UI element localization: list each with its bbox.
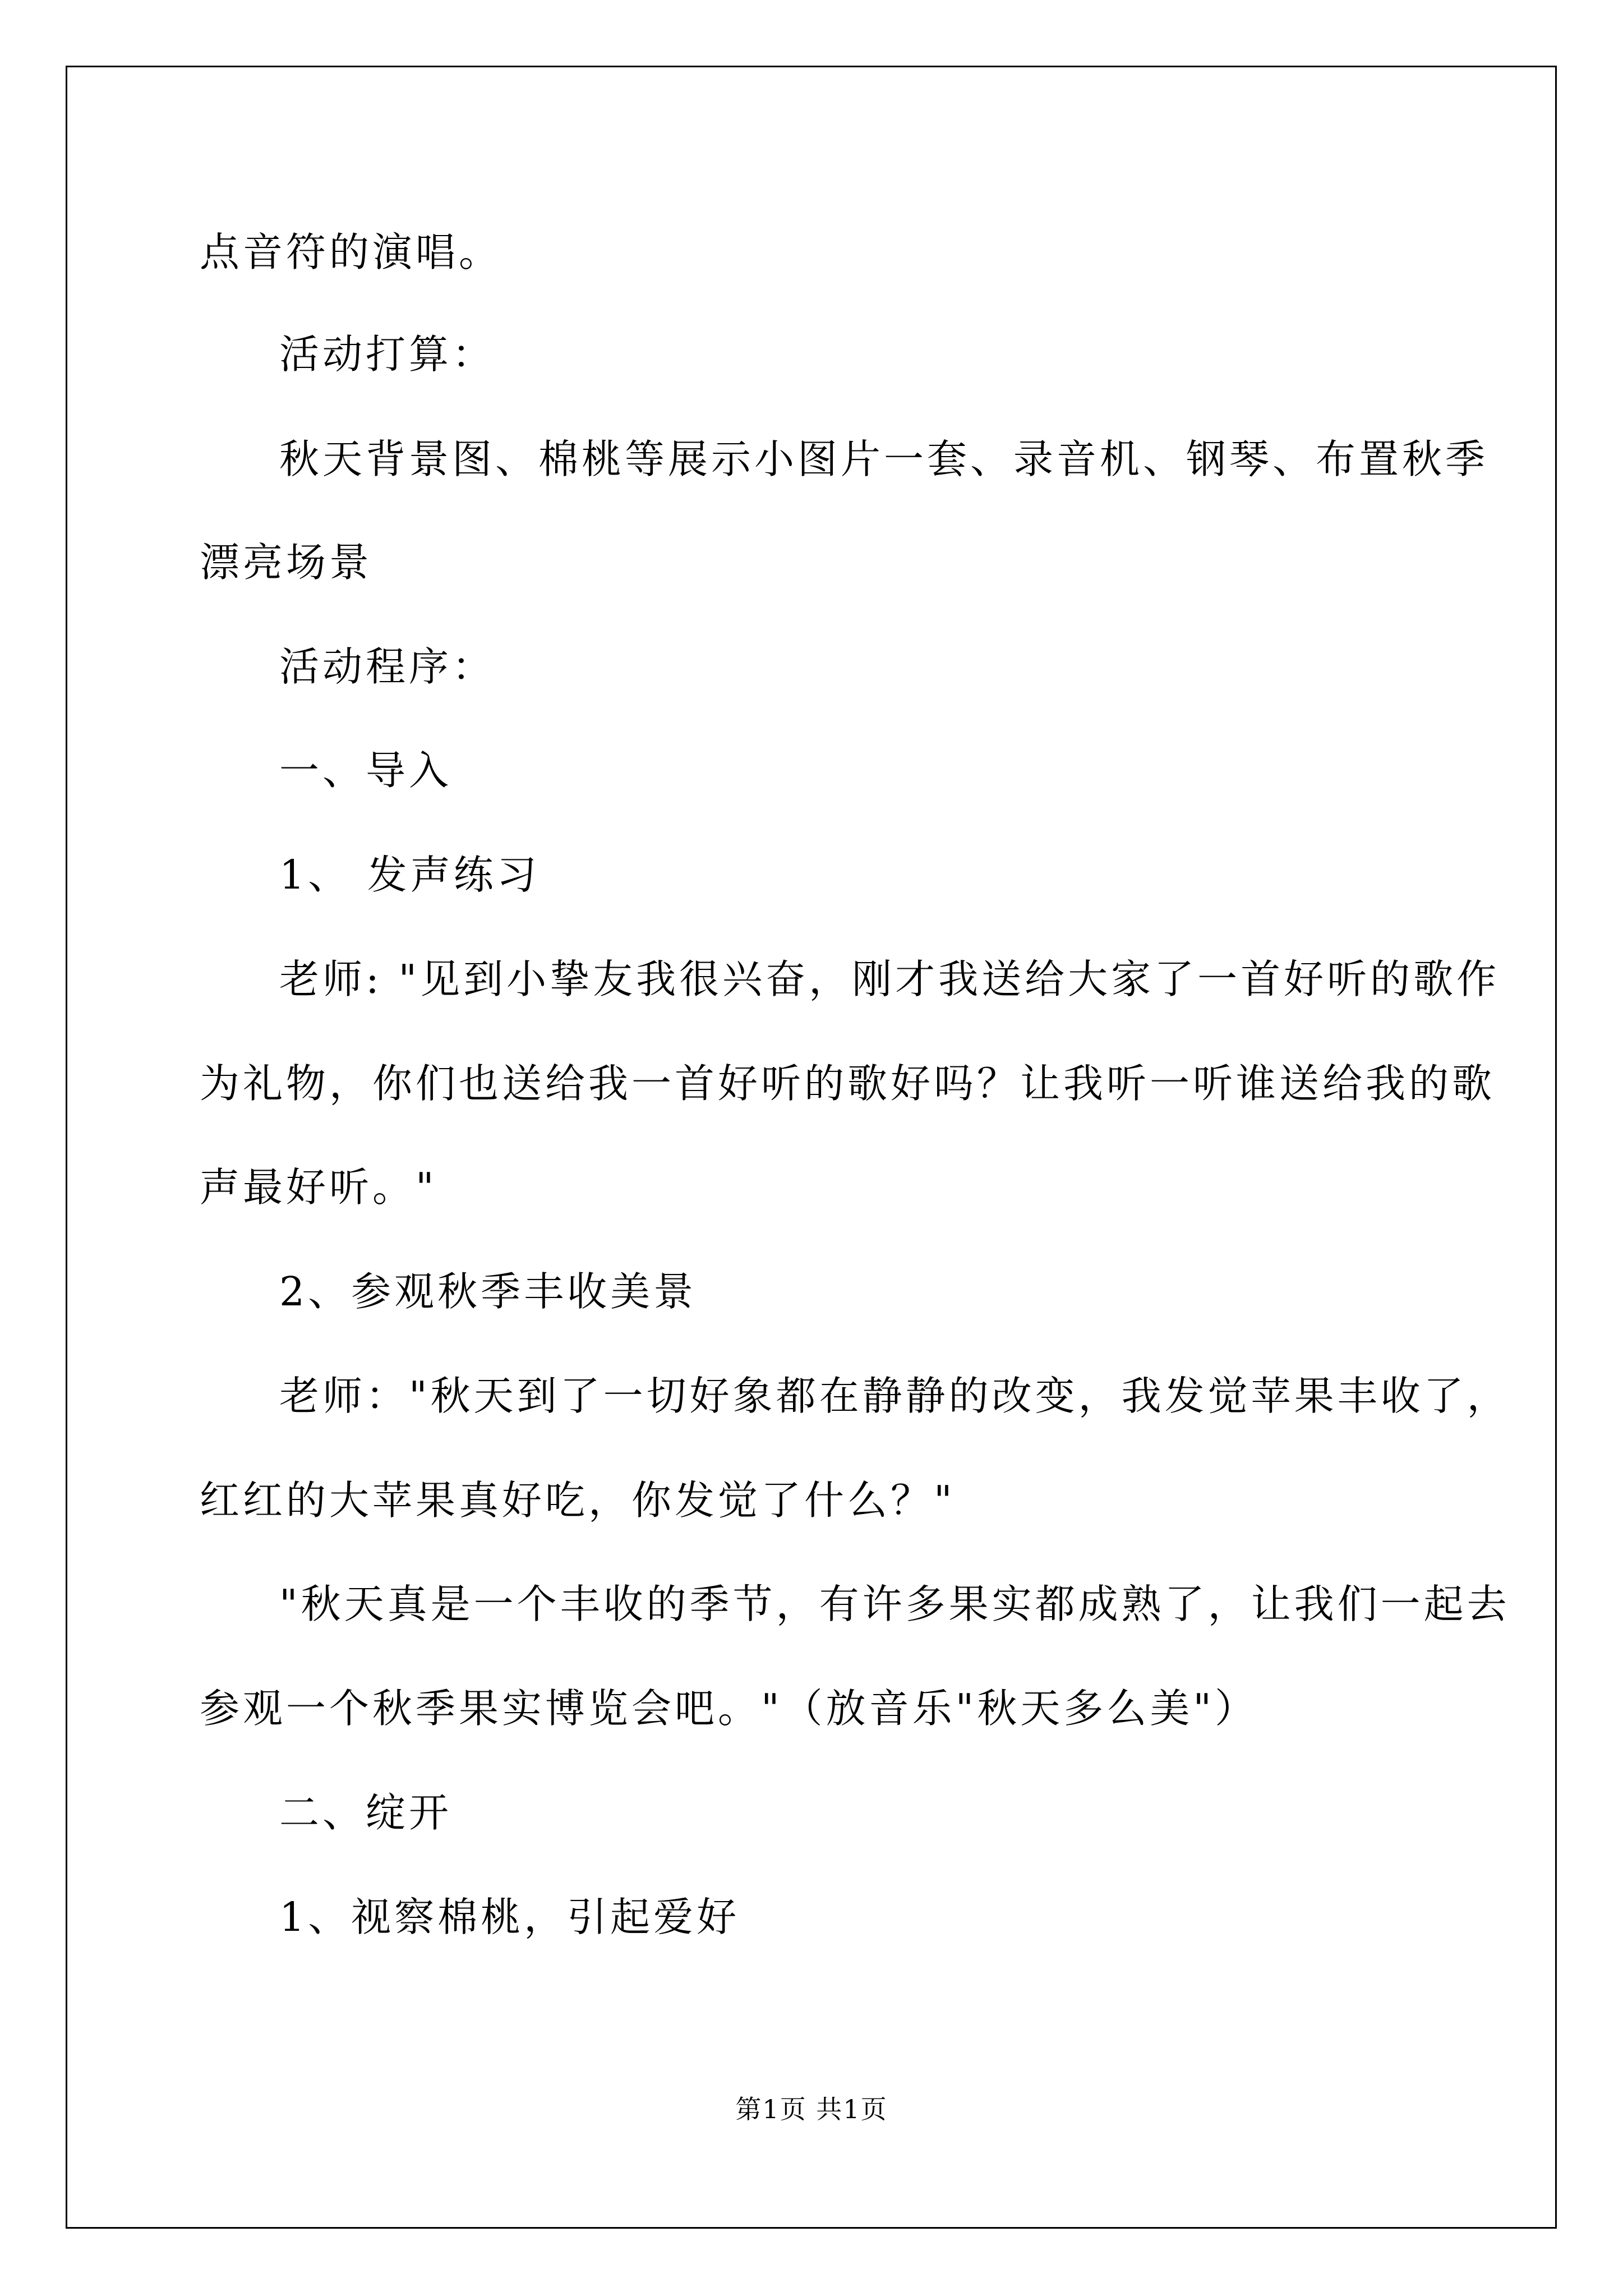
text-line: 参观一个秋季果实博览会吧。"（放音乐"秋天多么美"）: [200, 1685, 1258, 1732]
text-line: 老师: "见到小挚友我很兴奋，刚才我送给大家了一首好听的歌作: [279, 956, 1500, 1002]
text-line: 漂亮场景: [200, 539, 373, 586]
text-line: 秋天背景图、棉桃等展示小图片一套、录音机、钢琴、布置秋季: [279, 436, 1489, 482]
text-line: 声最好听。": [200, 1164, 437, 1211]
text-line: 红红的大苹果真好吃，你发觉了什么？": [200, 1477, 956, 1524]
text-line: "秋天真是一个丰收的季节，有许多果实都成熟了，让我们一起去: [279, 1581, 1510, 1627]
text-line: 点音符的演唱。: [200, 229, 502, 275]
text-line: 为礼物，你们也送给我一首好听的歌好吗？让我听一听谁送给我的歌: [200, 1060, 1496, 1107]
text-line: 老师："秋天到了一切好象都在静静的改变，我发觉苹果丰收了，: [279, 1373, 1510, 1419]
page-footer: 第1页 共1页: [735, 2094, 888, 2124]
text-line: 一、导入: [279, 747, 453, 794]
text-line: 二、绽开: [279, 1789, 453, 1836]
text-line: 活动程序：: [279, 643, 496, 690]
text-line: 2、参观秋季丰收美景: [279, 1268, 697, 1315]
text-line: 活动打算：: [279, 331, 496, 378]
text-line: 1、 发声练习: [279, 852, 540, 898]
text-line: 1、视察棉桃，引起爱好: [279, 1894, 740, 1940]
